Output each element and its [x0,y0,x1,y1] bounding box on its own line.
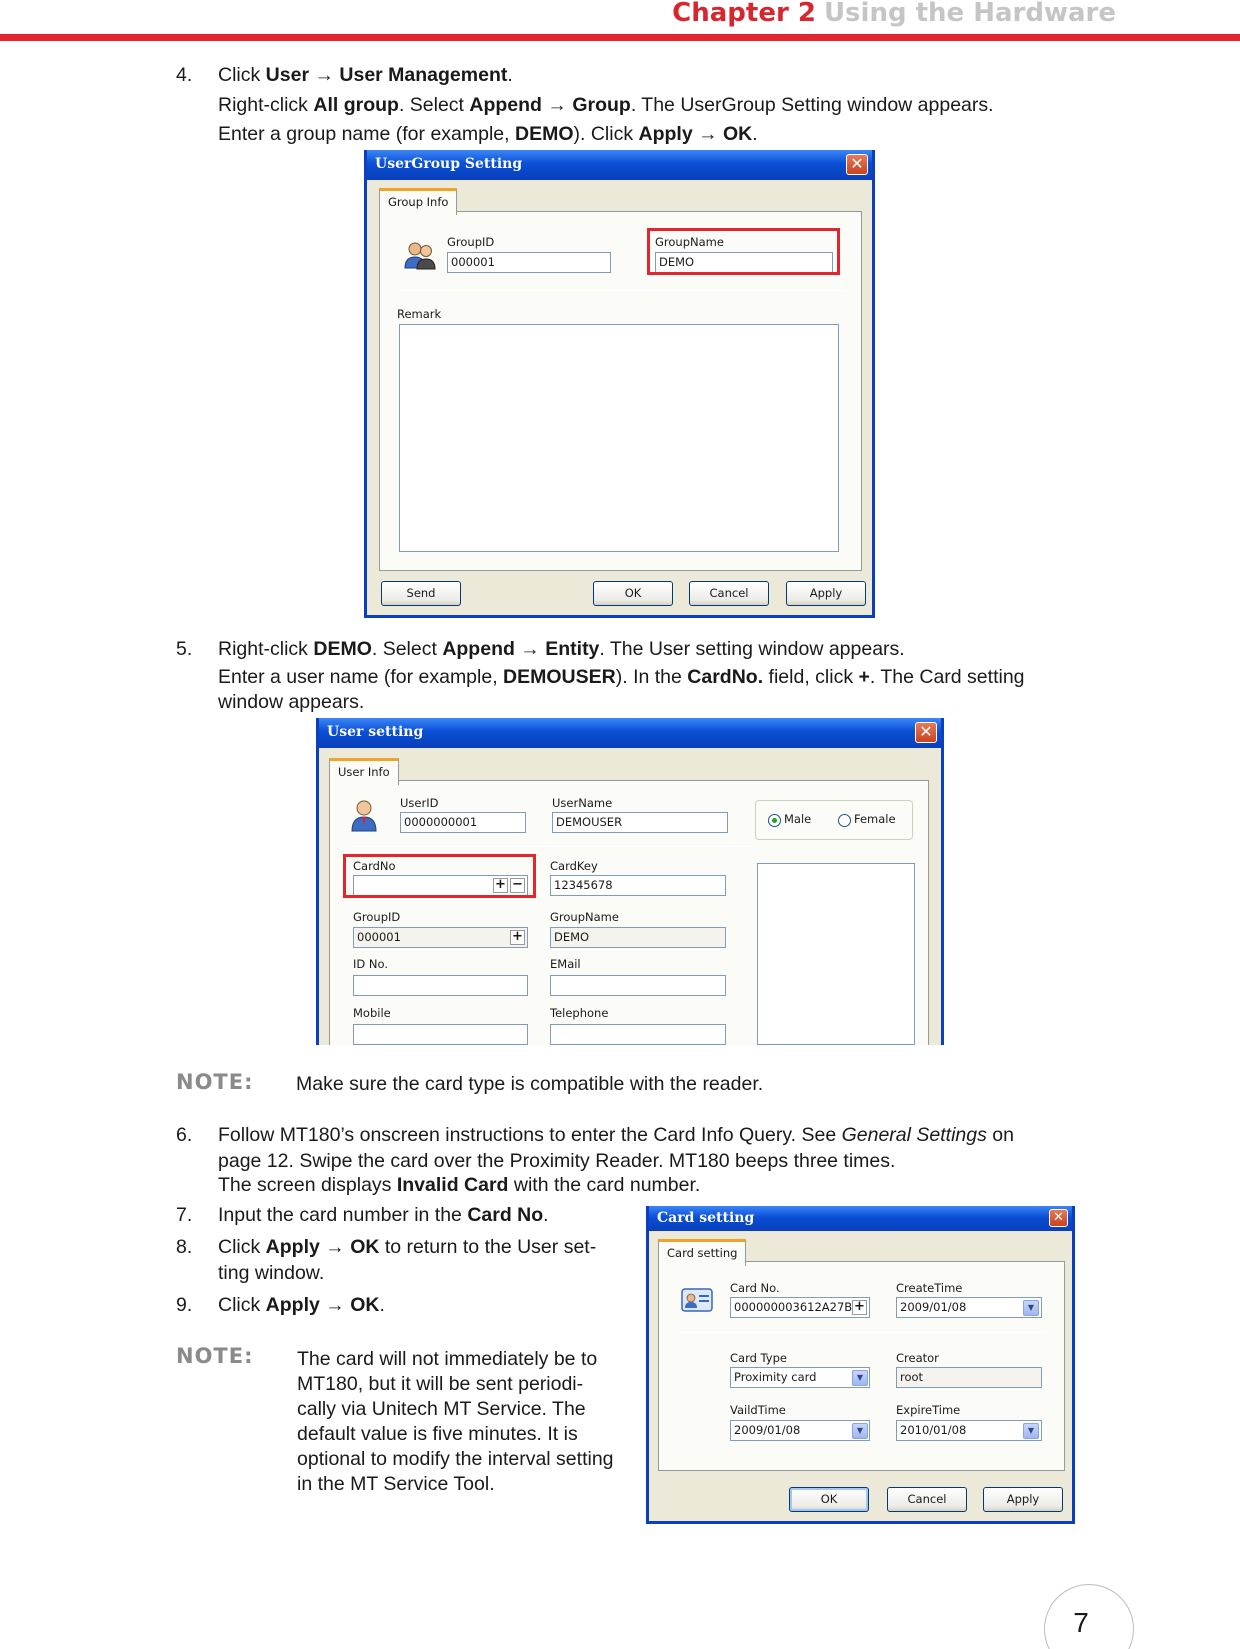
cancel-button[interactable]: Cancel [689,581,769,606]
groupname-input[interactable]: DEMO [655,252,833,273]
step-6-line-1: Follow MT180’s onscreen instructions to enter the Card Info Query. See General Settings on [218,1124,1014,1146]
step-6-line-3: The screen displays Invalid Card with the card number. [218,1174,701,1196]
note-2-line: MT180, but it will be sent periodi- [297,1373,584,1395]
step-5-line-1: Right-click DEMO. Select Append → Entity. The User setting window appears. [218,638,905,660]
groupid-add-button[interactable]: + [510,930,525,945]
chevron-down-icon[interactable]: ▼ [1023,1423,1039,1439]
note-1-text: Make sure the card type is compatible with the reader. [296,1073,764,1095]
card-no-label: Card No. [730,1281,780,1295]
cancel-button[interactable]: Cancel [887,1487,967,1512]
female-radio[interactable] [838,814,851,827]
createtime-select[interactable]: 2009/01/08 [896,1297,1042,1318]
male-label: Male [784,812,812,826]
step-9-number: 9. [176,1294,193,1316]
tab-group-info[interactable]: Group Info [379,188,457,215]
groupid-label: GroupID [447,235,495,249]
idno-label: ID No. [353,957,388,971]
window-title: Card setting [657,1210,755,1226]
user-setting-window [316,718,944,1045]
telephone-input[interactable] [550,1024,726,1045]
window-title: UserGroup Setting [375,156,523,172]
creator-input[interactable]: root [896,1367,1042,1388]
close-button[interactable]: ✕ [1049,1209,1068,1227]
note-1-label: NOTE: [176,1070,254,1094]
step-8-line-2: ting window. [218,1262,325,1284]
tab-user-info[interactable]: User Info [329,758,399,785]
divider [677,1332,1045,1333]
remark-label: Remark [397,307,442,321]
cardkey-label: CardKey [550,859,598,873]
page-number: 7 [1073,1607,1089,1638]
ok-button[interactable]: OK [789,1487,869,1512]
step-4-number: 4. [176,64,193,86]
step-4-line-1: Click User → User Management. [218,64,513,86]
note-2-line: cally via Unitech MT Service. The [297,1398,586,1420]
step-7-number: 7. [176,1204,193,1226]
ok-button[interactable]: OK [593,581,673,606]
cardkey-input[interactable]: 12345678 [550,875,726,896]
cardno-highlight [343,854,536,898]
expiretime-label: ExpireTime [896,1403,961,1417]
username-label: UserName [552,796,613,810]
apply-button[interactable]: Apply [786,581,866,606]
groupid-label: GroupID [353,910,401,924]
remark-textarea[interactable] [399,324,839,552]
note-2-line: default value is five minutes. It is [297,1423,578,1445]
send-button[interactable]: Send [381,581,461,606]
card-no-add-button[interactable]: + [852,1300,867,1315]
card-setting-window [646,1206,1075,1524]
note-2-label: NOTE: [176,1344,254,1368]
divider [349,846,754,847]
gender-group [755,800,913,840]
apply-button[interactable]: Apply [983,1487,1063,1512]
mobile-label: Mobile [353,1006,391,1020]
step-6-number: 6. [176,1124,193,1146]
close-button[interactable]: ✕ [915,722,937,743]
usergroup-setting-window [364,150,875,618]
userid-label: UserID [400,796,439,810]
chevron-down-icon[interactable]: ▼ [1023,1300,1039,1316]
mobile-input[interactable] [353,1024,528,1045]
chevron-down-icon[interactable]: ▼ [852,1423,868,1439]
male-radio[interactable] [768,814,781,827]
step-8-number: 8. [176,1236,193,1258]
cardno-add-button[interactable]: + [493,878,508,893]
cardno-remove-button[interactable]: − [510,878,525,893]
step-9-text: Click Apply → OK. [218,1294,385,1316]
groupname-label: GroupName [550,910,619,924]
step-5-line-3: window appears. [218,691,365,713]
idno-input[interactable] [353,975,528,996]
creator-label: Creator [896,1351,939,1365]
card-no-input[interactable]: 000000003612A27B [730,1297,870,1318]
chevron-down-icon[interactable]: ▼ [852,1370,868,1386]
window-title: User setting [327,724,424,740]
groupname-input[interactable]: DEMO [550,927,726,948]
window-titlebar [319,718,941,748]
window-titlebar [649,1206,1072,1231]
note-2-line: optional to modify the interval setting [297,1448,614,1470]
expiretime-select[interactable]: 2010/01/08 [896,1420,1042,1441]
groupname-highlight [647,228,840,275]
step-8-line-1: Click Apply → OK to return to the User set- [218,1236,597,1258]
telephone-label: Telephone [550,1006,609,1020]
step-6-line-2: page 12. Swipe the card over the Proximity Reader. MT180 beeps three times. [218,1150,896,1172]
userid-input[interactable]: 0000000001 [400,812,526,833]
step-5-line-2: Enter a user name (for example, DEMOUSER). In the CardNo. field, click +. The Card setting [218,666,1025,688]
groupid-input[interactable]: 000001 [353,927,528,948]
close-button[interactable]: ✕ [846,154,868,175]
card-type-select[interactable]: Proximity card [730,1367,870,1388]
tab-card-setting[interactable]: Card setting [658,1239,746,1266]
card-icon [681,1288,713,1312]
validtime-select[interactable]: 2009/01/08 [730,1420,870,1441]
cardno-label: CardNo [353,859,396,873]
createtime-label: CreateTime [896,1281,963,1295]
note-2-line: The card will not immediately be to [297,1348,598,1370]
card-type-label: Card Type [730,1351,787,1365]
header-rule [0,34,1240,41]
photo-box [757,863,915,1045]
chapter-number: Chapter 2 [672,0,816,28]
chapter-header [672,0,1116,32]
groupid-input[interactable]: 000001 [447,252,611,273]
groupname-label: GroupName [655,235,724,249]
page-number-badge [1044,1584,1134,1649]
user-icon [349,798,379,832]
chapter-title: Using the Hardware [823,0,1116,28]
step-4-line-2: Right-click All group. Select Append → Group. The UserGroup Setting window appears. [218,94,994,116]
group-icon [403,240,437,270]
step-4-line-3: Enter a group name (for example, DEMO). Click Apply → OK. [218,123,758,145]
divider [397,290,845,291]
step-7-text: Input the card number in the Card No. [218,1204,549,1226]
email-label: EMail [550,957,581,971]
window-titlebar [367,150,872,180]
note-2-line: in the MT Service Tool. [297,1473,495,1495]
female-label: Female [854,812,896,826]
email-input[interactable] [550,975,726,996]
username-input[interactable]: DEMOUSER [552,812,728,833]
validtime-label: VaildTime [730,1403,786,1417]
step-5-number: 5. [176,638,193,660]
